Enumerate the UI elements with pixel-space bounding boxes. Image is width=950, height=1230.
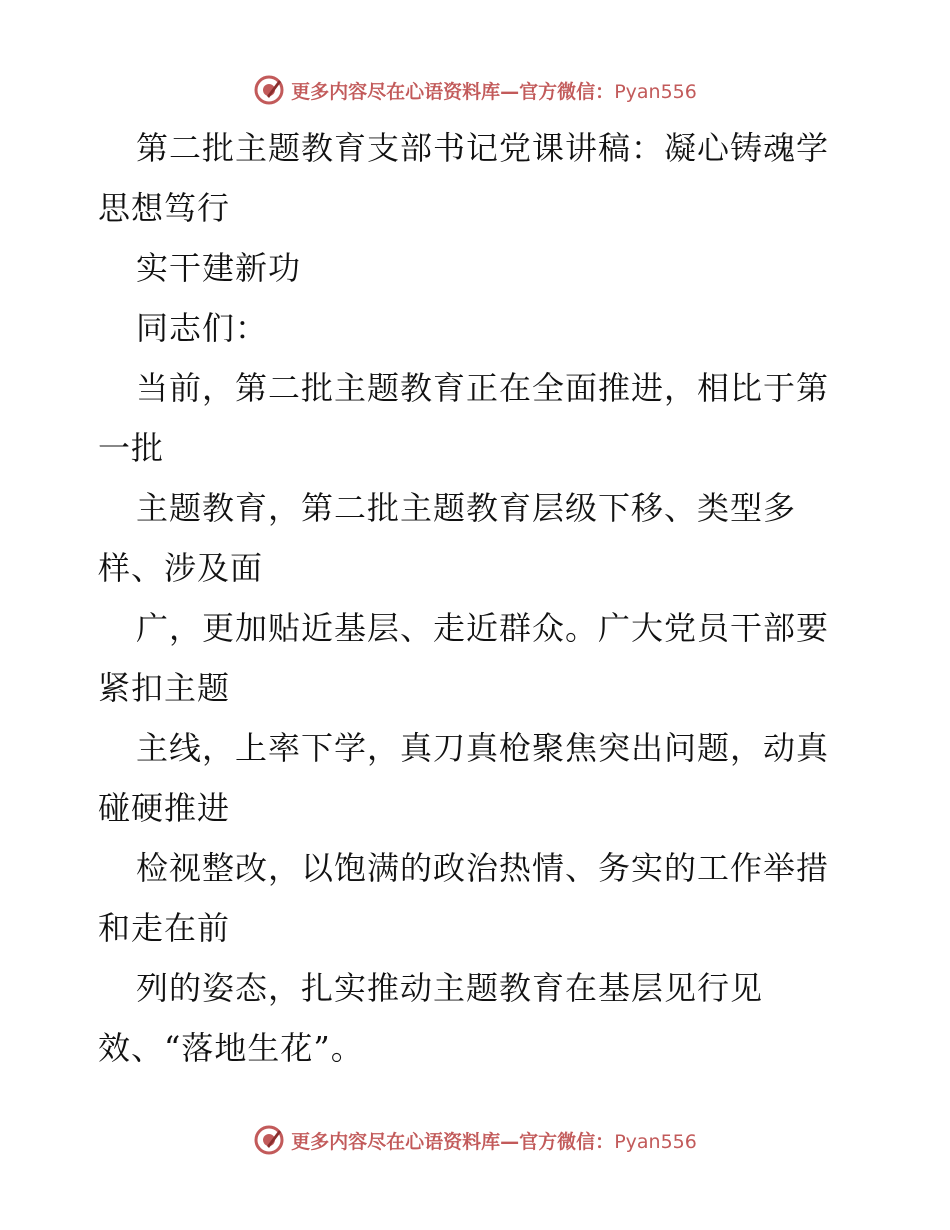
watermark-wechat-label: 官方微信： [519, 1130, 615, 1153]
watermark-header-inner [253, 74, 697, 106]
watermark-text [291, 77, 697, 104]
watermark-site: 更多内容尽在心语资料库 [291, 1130, 501, 1153]
watermark-dash: — [500, 1130, 520, 1153]
watermark-dash: — [500, 80, 520, 103]
paragraph-line: 碰硬推进 [98, 789, 231, 827]
paragraph-line: 广，更加贴近基层、走近群众。广大党员干部要 [136, 609, 830, 647]
watermark-handle: Pyan556 [614, 80, 697, 103]
paragraph-line: 当前，第二批主题教育正在全面推进，相比于第 [136, 369, 830, 407]
watermark-wechat-label: 官方微信： [519, 80, 615, 103]
logo-icon [253, 74, 285, 106]
title-line-3: 实干建新功 [136, 249, 302, 287]
paragraph-line: 样、涉及面 [98, 549, 264, 587]
document-body [98, 118, 858, 1078]
watermark-text [291, 1127, 697, 1154]
paragraph-line: 效、“落地生花”。 [98, 1029, 364, 1067]
paragraph-line: 检视整改，以饱满的政治热情、务实的工作举措 [136, 849, 830, 887]
salutation: 同志们： [136, 309, 269, 347]
paragraph-line: 列的姿态，扎实推动主题教育在基层见行见 [136, 969, 764, 1007]
paragraph-line: 主题教育，第二批主题教育层级下移、类型多 [136, 489, 797, 527]
paragraph-line: 主线，上率下学，真刀真枪聚焦突出问题，动真 [136, 729, 830, 767]
watermark-footer [0, 1120, 950, 1160]
title-line-1: 第二批主题教育支部书记党课讲稿：凝心铸魂学 [136, 129, 830, 167]
paragraph-line: 紧扣主题 [98, 669, 231, 707]
watermark-header [0, 70, 950, 110]
watermark-site: 更多内容尽在心语资料库 [291, 80, 501, 103]
title-line-2: 思想笃行 [98, 189, 231, 227]
paragraph-line: 和走在前 [98, 909, 231, 947]
logo-icon [253, 1124, 285, 1156]
watermark-footer-inner [253, 1124, 697, 1156]
watermark-handle: Pyan556 [614, 1130, 697, 1153]
paragraph-line: 一批 [98, 429, 165, 467]
